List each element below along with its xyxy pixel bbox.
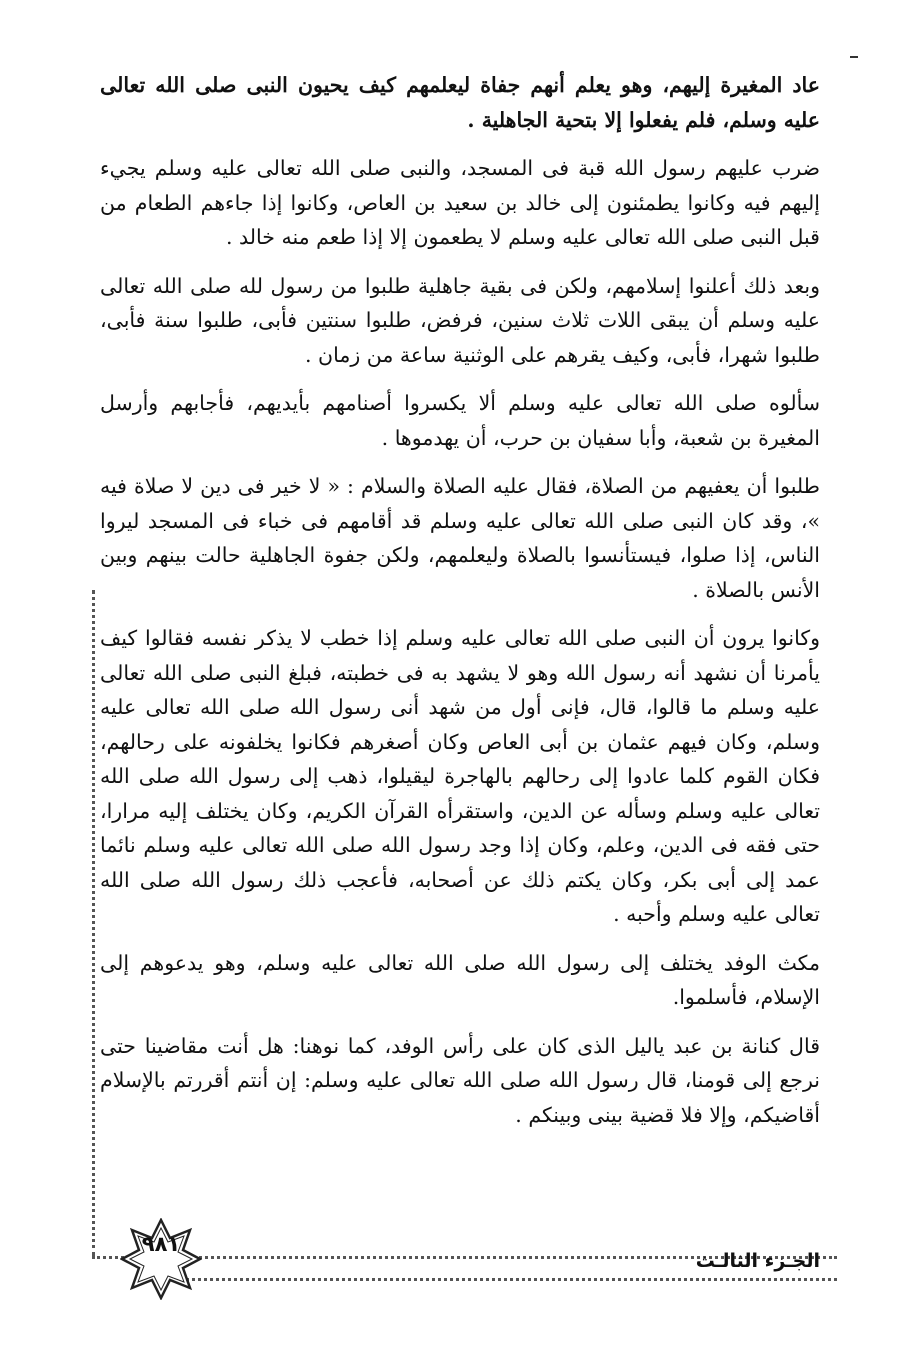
dotted-bottom-border-inner xyxy=(180,1278,837,1281)
corner-mark xyxy=(850,56,858,58)
dotted-side-border xyxy=(92,590,95,1256)
page-number: ٩٨١ xyxy=(141,1232,181,1256)
paragraph-5: طلبوا أن يعفيهم من الصلاة، فقال عليه الصلاة والسلام : « لا خير فى دين لا صلاة فيه »، وقد كان النبى صلى الله تعالى عليه وسلم قد أقامهم فى خباء فى المسجد ليروا الناس، إذا صلوا، فيستأنسوا بالصلاة وليعلمهم، ولكن جفوة الجاهلية حالت بينهم وبين الأنس بالصلاة . xyxy=(100,474,820,602)
body-text xyxy=(100,68,820,1146)
paragraph-2: ضرب عليهم رسول الله قبة فى المسجد، والنبى صلى الله تعالى عليه وسلم يجيء إليهم فيه وكانوا يطمئنون إلى خالد بن سعيد بن العاص، وكانوا إذا جاءهم الطعام من قبل النبى صلى الله تعالى عليه وسلم لا يطعمون إلا إذا طعم منه خالد . xyxy=(100,156,820,249)
paragraph-6: وكانوا يرون أن النبى صلى الله تعالى عليه وسلم إذا خطب لا يذكر نفسه فقالوا كيف يأمرنا أن نشهد أنه رسول الله وهو لا يشهد به فى خطبته، فبلغ النبى صلى الله تعالى عليه وسلم ما قالوا، قال، فإنى أول من شهد أنى رسول الله صلى الله تعالى عليه وسلم، وكان فيهم عثمان بن أبى العاص وكان أصغرهم فكانوا يخلفونه على رحالهم، فكان القوم كلما عادوا إلى رحالهم بالهاجرة ليقيلوا، ذهب إلى رسول الله صلى الله تعالى عليه وسلم وسأله عن الدين، واستقرأه القرآن الكريم، وكان يختلف إليه مرارا، حتى فقه فى الدين، وعلم، وكان إذا وجد رسول الله صلى الله تعالى عليه وسلم نائما عمد إلى أبى بكر، وكان يكتم ذلك عن أصحابه، فأعجب ذلك رسول الله صلى الله تعالى عليه وسلم وأحبه . xyxy=(100,626,820,926)
paragraph-7: مكث الوفد يختلف إلى رسول الله صلى الله تعالى عليه وسلم، وهو يدعوهم إلى الإسلام، فأسلموا. xyxy=(100,950,820,1009)
running-head: الجـزء الثالـث xyxy=(695,1250,820,1272)
paragraph-8: قال كنانة بن عبد ياليل الذى كان على رأس الوفد، كما نوهنا: هل أنت مقاضينا حتى نرجع إلى قومنا، قال رسول الله صلى الله تعالى عليه وسلم: إن أنتم أقررتم بالإسلام أقاضيكم، وإلا فلا قضية بينى وبينكم . xyxy=(100,1033,820,1127)
paragraph-1: عاد المغيرة إليهم، وهو يعلم أنهم جفاة ليعلمهم كيف يحيون النبى صلى الله تعالى عليه وسلم، فلم يفعلوا إلا بتحية الجاهلية . xyxy=(100,73,820,132)
paragraph-4: سألوه صلى الله تعالى عليه وسلم ألا يكسروا أصنامهم بأيديهم، فأجابهم وأرسل المغيرة بن شعبة، وأبا سفيان بن حرب، أن يهدموها . xyxy=(100,391,820,450)
page-number-star-ornament xyxy=(120,1218,202,1300)
paragraph-3: وبعد ذلك أعلنوا إسلامهم، ولكن فى بقية جاهلية طلبوا من رسول لله صلى الله تعالى عليه وسلم أن يبقى اللات ثلاث سنين، فرفض، طلبوا سنتين فأبى، طلبوا سنة فأبى، طلبوا شهرا، فأبى، وكيف يقرهم على الوثنية ساعة من زمان . xyxy=(100,273,820,367)
